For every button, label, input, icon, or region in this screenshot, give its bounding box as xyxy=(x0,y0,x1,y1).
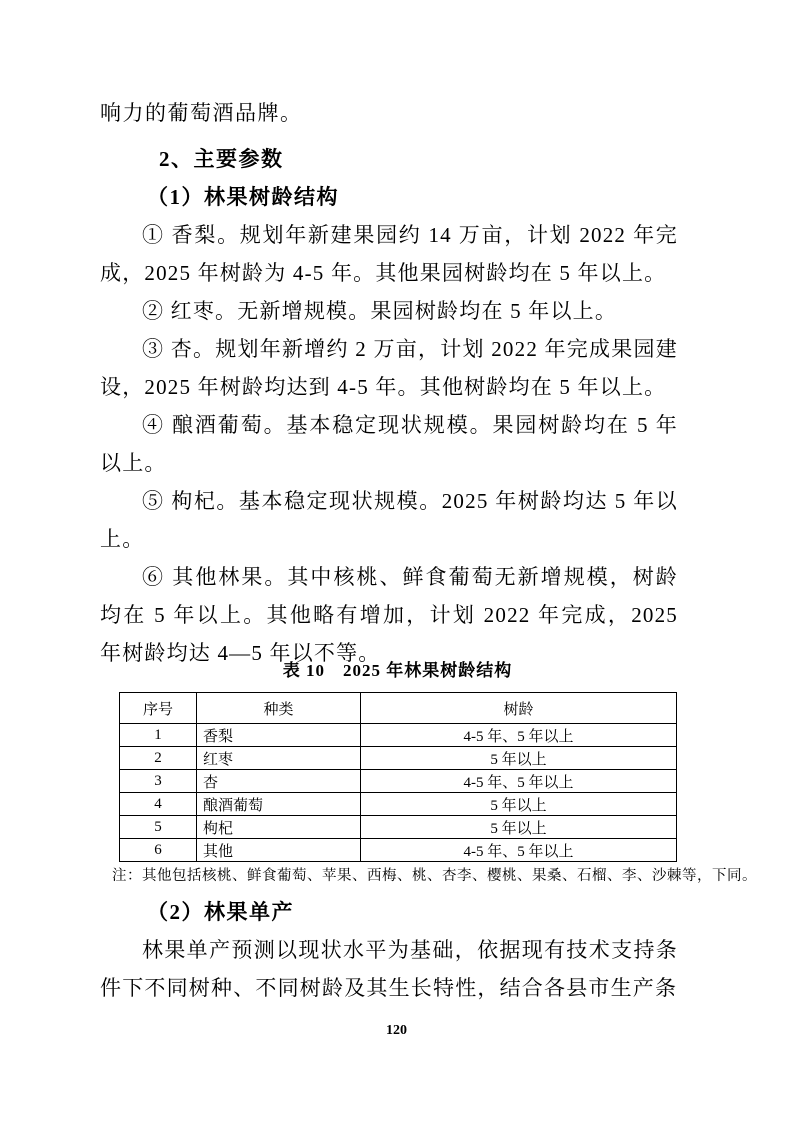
table-row xyxy=(120,816,677,839)
cell-species: 杏 xyxy=(197,770,361,793)
cell-tree-age: 5 年以上 xyxy=(361,793,677,816)
table10-block xyxy=(112,659,757,886)
table-row xyxy=(120,793,677,816)
paragraph-red-jujube: ② 红枣。无新增规模。果园树龄均在 5 年以上。 xyxy=(142,299,618,323)
paragraph-goji: ⑤ 枸杞。基本稳定现状规模。2025 年树龄均达 5 年以上。 xyxy=(100,489,678,551)
paragraph-xiangli-pear: ① 香梨。规划年新建果园约 14 万亩，计划 2022 年完成，2025 年树龄为 4-5 年。其他果园树龄均在 5 年以上。 xyxy=(100,223,678,285)
paragraph-apricot: ③ 杏。规划年新增约 2 万亩，计划 2022 年完成果园建设，2025 年树龄均达到 4-5 年。其他树龄均在 5 年以上。 xyxy=(100,337,678,399)
column-header-tree-age: 树龄 xyxy=(361,693,677,724)
section-heading-main-parameters: 2、主要参数 xyxy=(159,147,284,171)
page-number: 120 xyxy=(386,1023,407,1038)
subsection-heading-tree-age-structure: （1）林果树龄结构 xyxy=(147,185,339,209)
cell-index: 5 xyxy=(120,816,197,839)
table-row xyxy=(120,747,677,770)
cell-species: 枸杞 xyxy=(197,816,361,839)
continuation-paragraph: 响力的葡萄酒品牌。 xyxy=(100,101,303,125)
table-header-row xyxy=(120,693,677,724)
tree-age-table xyxy=(119,692,677,862)
cell-index: 2 xyxy=(120,747,197,770)
cell-tree-age: 5 年以上 xyxy=(361,816,677,839)
cell-index: 6 xyxy=(120,839,197,862)
column-header-species: 种类 xyxy=(197,693,361,724)
cell-species: 红枣 xyxy=(197,747,361,770)
subsection2-block xyxy=(100,893,678,1007)
cell-tree-age: 4-5 年、5 年以上 xyxy=(361,724,677,747)
cell-tree-age: 5 年以上 xyxy=(361,747,677,770)
table-row xyxy=(120,839,677,862)
table-row xyxy=(120,770,677,793)
subsection-heading-fruit-yield: （2）林果单产 xyxy=(147,900,294,924)
body-text-area xyxy=(100,94,678,672)
table-footnote: 注：其他包括核桃、鲜食葡萄、苹果、西梅、桃、杏李、樱桃、果桑、石榴、李、沙棘等，下同。 xyxy=(112,868,757,884)
cell-index: 4 xyxy=(120,793,197,816)
paragraph-wine-grape: ④ 酿酒葡萄。基本稳定现状规模。果园树龄均在 5 年以上。 xyxy=(100,413,678,475)
cell-index: 3 xyxy=(120,770,197,793)
cell-index: 1 xyxy=(120,724,197,747)
cell-species: 酿酒葡萄 xyxy=(197,793,361,816)
table-row xyxy=(120,724,677,747)
paragraph-fruit-yield-forecast: 林果单产预测以现状水平为基础，依据现有技术支持条件下不同树种、不同树龄及其生长特性，结合各县市生产条 xyxy=(100,938,678,1000)
paragraph-other-fruits: ⑥ 其他林果。其中核桃、鲜食葡萄无新增规模，树龄均在 5 年以上。其他略有增加，计划 2022 年完成，2025 年树龄均达 4—5 年以不等。 xyxy=(100,565,678,665)
cell-tree-age: 4-5 年、5 年以上 xyxy=(361,770,677,793)
cell-species: 其他 xyxy=(197,839,361,862)
cell-tree-age: 4-5 年、5 年以上 xyxy=(361,839,677,862)
column-header-index: 序号 xyxy=(120,693,197,724)
cell-species: 香梨 xyxy=(197,724,361,747)
table-title: 表 10 2025 年林果树龄结构 xyxy=(282,661,513,680)
